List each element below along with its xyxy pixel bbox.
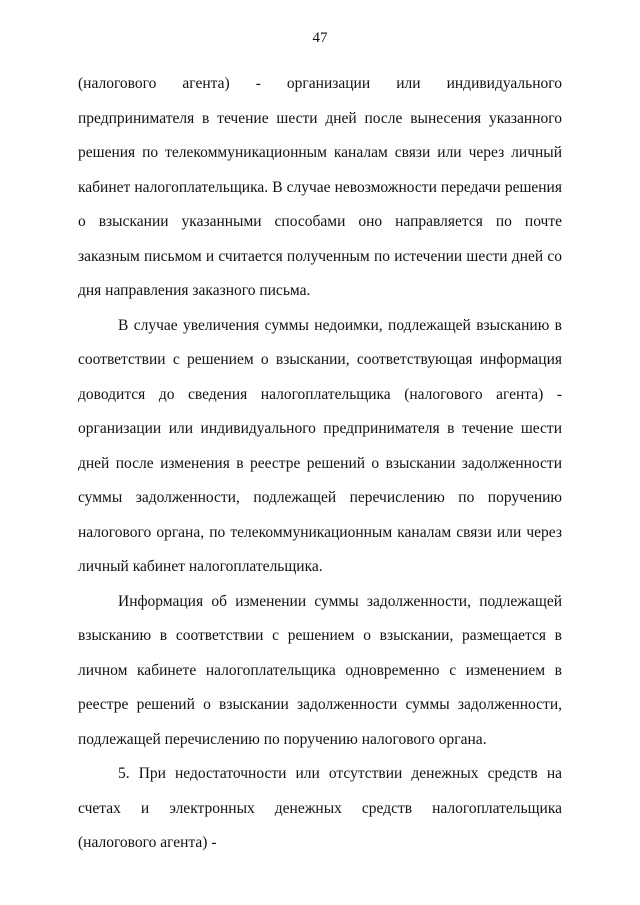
paragraph-continuation: (налогового агента) - организации или индивидуального предпринимателя в течение шести дней после вынесения указанного решения по телекоммуникационным каналам связи или через личный кабинет налогоплательщика. В случае невозможности передачи решения о взыскании указанными способами оно направляется по почте заказным письмом и считается полученным по истечении шести дней со дня направления заказного письма. — [78, 75, 562, 299]
paragraph-item-5: 5. При недостаточности или отсутствии денежных средств на счетах и электронных денежных средств налогоплательщика (налогового агента) - — [78, 765, 562, 851]
page-number: 47 — [312, 30, 328, 46]
paragraph-debt-increase: В случае увеличения суммы недоимки, подлежащей взысканию в соответствии с решением о взыскании, соответствующая информация доводится до сведения налогоплательщика (налогового агента) - организации или индивидуального предпринимателя в течение шести дней после изменения в реестре решений о взыскании задолженности суммы задолженности, подлежащей перечислению по поручению налогового органа, по телекоммуникационным каналам связи или через личный кабинет налогоплательщика. — [78, 316, 562, 575]
paragraph-debt-change-info: Информация об изменении суммы задолженности, подлежащей взысканию в соответствии с решением о взыскании, размещается в личном кабинете налогоплательщика одновременно с изменением в реестре решений о взыскании задолженности суммы задолженности, подлежащей перечислению по поручению налогового органа. — [78, 592, 562, 748]
document-body — [78, 67, 562, 861]
